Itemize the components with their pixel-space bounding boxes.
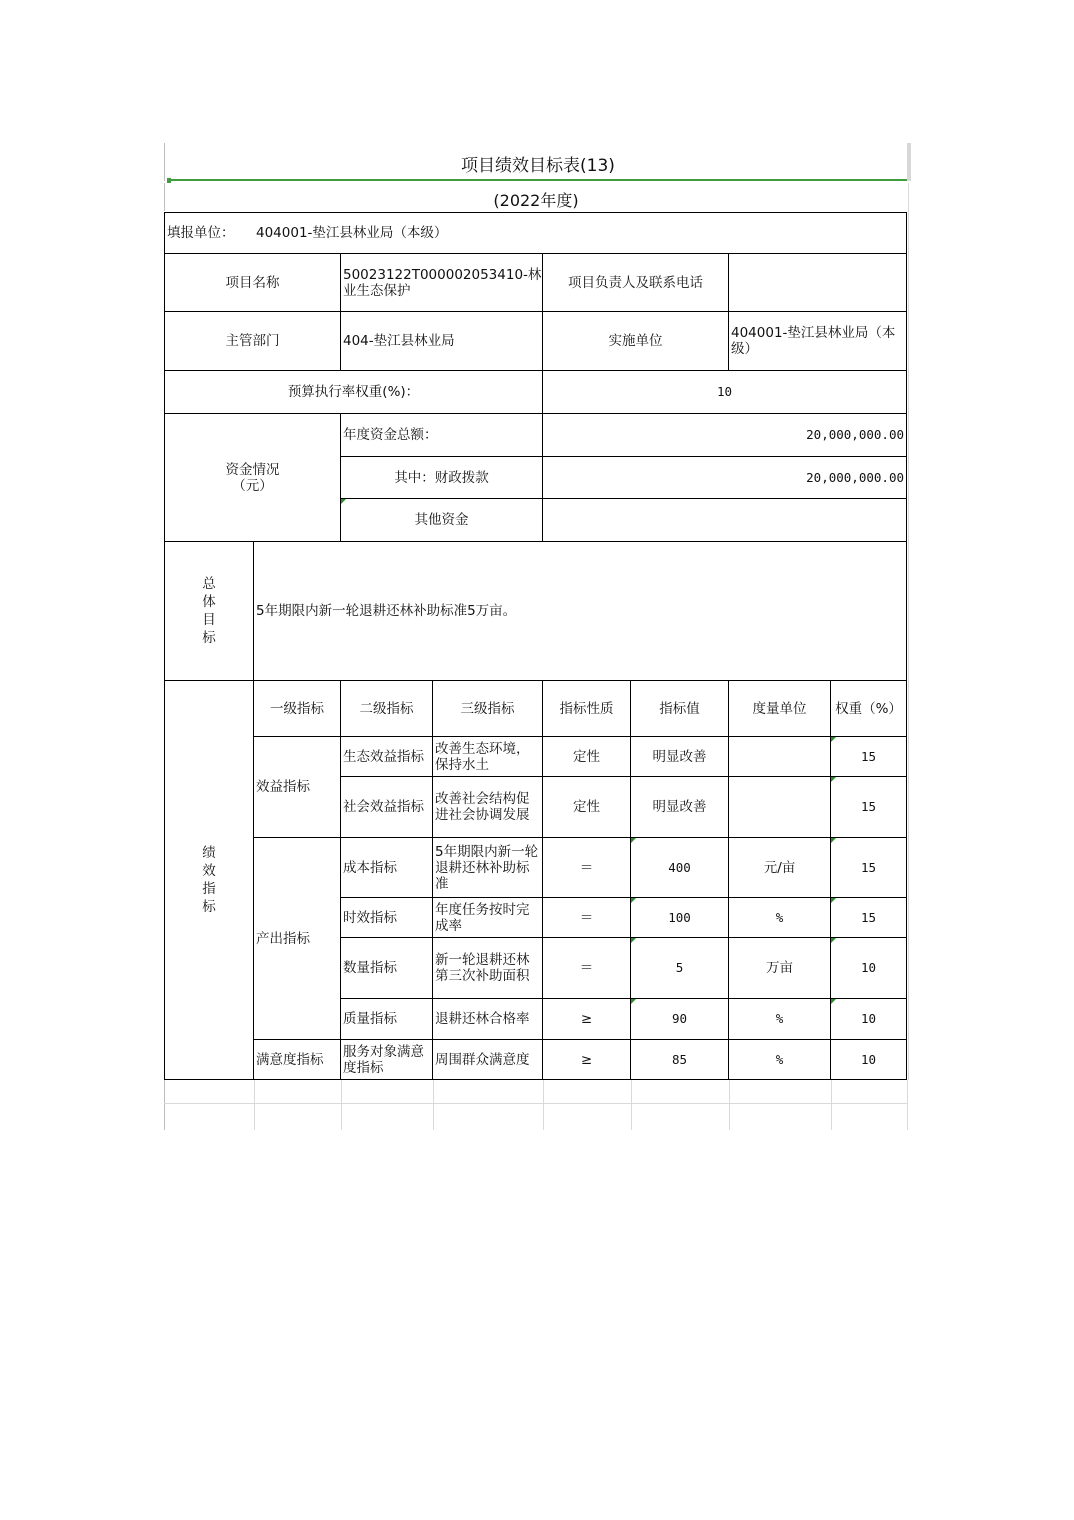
table-row-2-level3[interactable]: 5年期限内新一轮退耕还林补助标准 (433, 838, 543, 898)
project-manager-value[interactable] (729, 254, 907, 312)
funds-total-label: 年度资金总额： (341, 414, 543, 457)
table-row-0-value[interactable]: 明显改善 (631, 737, 729, 777)
table-row-3-level3[interactable]: 年度任务按时完成率 (433, 898, 543, 938)
table-row-5-nature[interactable]: ≥ (543, 999, 631, 1040)
impl-value[interactable]: 404001-垫江县林业局（本级） (729, 312, 907, 371)
title-row[interactable] (164, 143, 911, 181)
header-level1: 一级指标 (254, 681, 341, 737)
goal-text[interactable]: 5年期限内新一轮退耕还林补助标准5万亩。 (254, 542, 907, 681)
header-level2: 二级指标 (341, 681, 433, 737)
table-row-4-level2[interactable]: 数量指标 (341, 938, 433, 999)
header-value: 指标值 (631, 681, 729, 737)
table-row-0-level3[interactable]: 改善生态环境，保持水土 (433, 737, 543, 777)
table-row-2-nature[interactable]: ＝ (543, 838, 631, 898)
table-row-5-level3[interactable]: 退耕还林合格率 (433, 999, 543, 1040)
table-row-2-unit[interactable]: 元/亩 (729, 838, 831, 898)
scrollbar-edge (907, 143, 911, 181)
column-edge (908, 183, 909, 1080)
table-row-2-weight[interactable]: 15 (831, 838, 907, 898)
header-weight: 权重（%） (831, 681, 907, 737)
table-row-3-value[interactable]: 100 (631, 898, 729, 938)
indicators-label: 绩效指标 (164, 681, 254, 1080)
table-row-2-value[interactable]: 400 (631, 838, 729, 898)
funds-other-value[interactable] (543, 499, 907, 542)
page-title: 项目绩效目标表(13) (461, 156, 615, 176)
dept-label: 主管部门 (164, 312, 341, 371)
spreadsheet-sheet (164, 143, 910, 1133)
funds-total-value[interactable]: 20,000,000.00 (543, 414, 907, 457)
header-unit: 度量单位 (729, 681, 831, 737)
table-row-3-level2[interactable]: 时效指标 (341, 898, 433, 938)
table-row-4-unit[interactable]: 万亩 (729, 938, 831, 999)
table-row-1-weight[interactable]: 15 (831, 777, 907, 838)
table-row-6-nature[interactable]: ≥ (543, 1040, 631, 1080)
year-row (164, 183, 907, 211)
table-row-3-nature[interactable]: ＝ (543, 898, 631, 938)
filler-value[interactable]: 404001-垫江县林业局（本级） (254, 213, 907, 254)
dept-value[interactable]: 404-垫江县林业局 (341, 312, 543, 371)
impl-label: 实施单位 (543, 312, 729, 371)
funds-other-label: 其他资金 (341, 499, 543, 542)
project-manager-label: 项目负责人及联系电话 (543, 254, 729, 312)
table-row-4-value[interactable]: 5 (631, 938, 729, 999)
filler-label: 填报单位： (164, 213, 254, 254)
table-row-0-level2[interactable]: 生态效益指标 (341, 737, 433, 777)
table-row-5-value[interactable]: 90 (631, 999, 729, 1040)
table-row-6-level2[interactable]: 服务对象满意度指标 (341, 1040, 433, 1080)
table-row-0-unit[interactable] (729, 737, 831, 777)
table-row-5-level2[interactable]: 质量指标 (341, 999, 433, 1040)
header-nature: 指标性质 (543, 681, 631, 737)
table-row-6-value[interactable]: 85 (631, 1040, 729, 1080)
table-row-0-nature[interactable]: 定性 (543, 737, 631, 777)
table-row-6-weight[interactable]: 10 (831, 1040, 907, 1080)
table-row-1-unit[interactable] (729, 777, 831, 838)
table-row-4-weight[interactable]: 10 (831, 938, 907, 999)
year-label: (2022年度) (493, 191, 579, 210)
group-satisfaction[interactable]: 满意度指标 (254, 1040, 341, 1080)
header-level3: 三级指标 (433, 681, 543, 737)
project-name-label: 项目名称 (164, 254, 341, 312)
project-name-value[interactable]: 50023122T000002053410-林业生态保护 (341, 254, 543, 312)
group-benefit[interactable]: 效益指标 (254, 737, 341, 838)
funds-fiscal-value[interactable]: 20,000,000.00 (543, 457, 907, 499)
budget-weight-label: 预算执行率权重(%)： (164, 371, 543, 414)
table-row-6-level3[interactable]: 周围群众满意度 (433, 1040, 543, 1080)
funds-label: 资金情况（元） (164, 414, 341, 542)
selection-border (167, 179, 911, 181)
table-row-0-weight[interactable]: 15 (831, 737, 907, 777)
table-row-1-level2[interactable]: 社会效益指标 (341, 777, 433, 838)
table-row-3-unit[interactable]: % (729, 898, 831, 938)
funds-fiscal-label: 其中：财政拨款 (341, 457, 543, 499)
table-row-6-unit[interactable]: % (729, 1040, 831, 1080)
empty-row[interactable] (164, 1080, 908, 1104)
table-row-1-value[interactable]: 明显改善 (631, 777, 729, 838)
table-row-5-unit[interactable]: % (729, 999, 831, 1040)
group-output[interactable]: 产出指标 (254, 838, 341, 1040)
table-row-3-weight[interactable]: 15 (831, 898, 907, 938)
table-row-4-nature[interactable]: ＝ (543, 938, 631, 999)
table-row-1-nature[interactable]: 定性 (543, 777, 631, 838)
table-row-2-level2[interactable]: 成本指标 (341, 838, 433, 898)
table-row-5-weight[interactable]: 10 (831, 999, 907, 1040)
goal-label: 总体目标 (164, 542, 254, 681)
table-row-1-level3[interactable]: 改善社会结构促进社会协调发展 (433, 777, 543, 838)
table-row-4-level3[interactable]: 新一轮退耕还林第三次补助面积 (433, 938, 543, 999)
budget-weight-value[interactable]: 10 (543, 371, 907, 414)
